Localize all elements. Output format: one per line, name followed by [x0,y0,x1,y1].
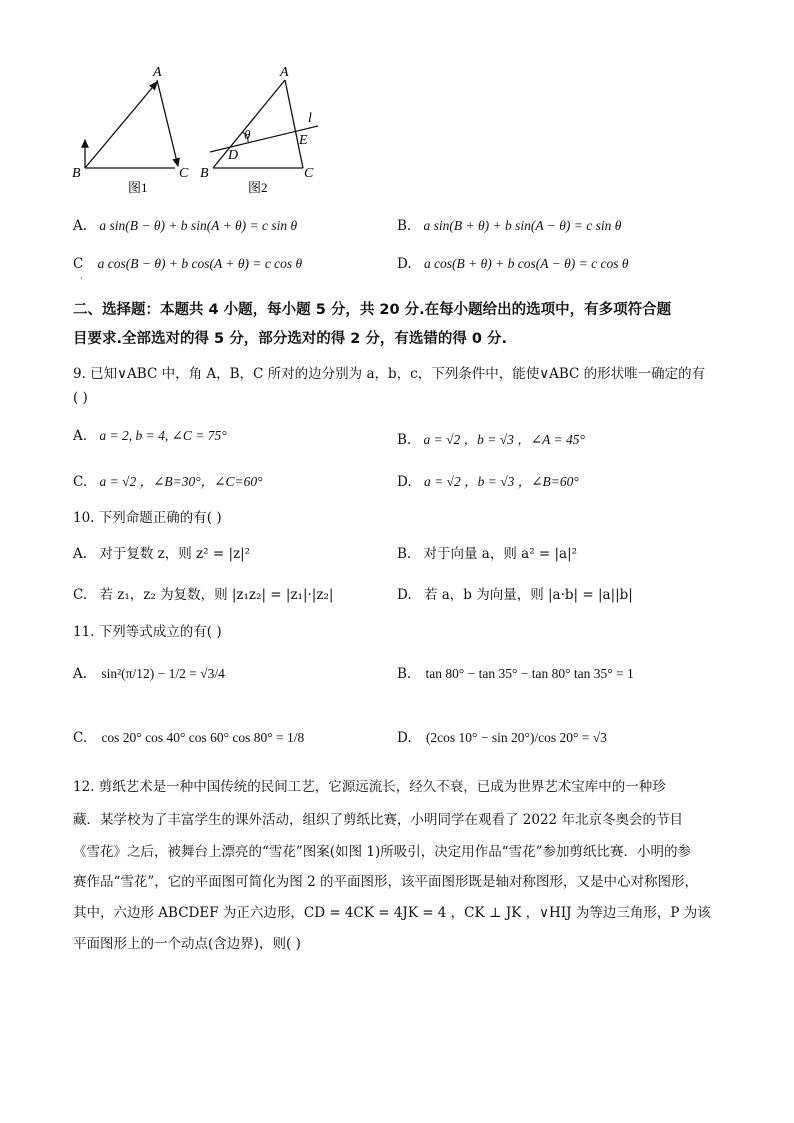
option-label: B. [397,432,412,448]
q11-option-A [73,666,225,682]
q11-option-D [397,730,607,746]
option-label: C [73,256,84,272]
option-label: D. [397,256,412,272]
vector-AC [157,80,178,166]
q12-line4: 赛作品“雪花”，它的平面图可简化为图 2 的平面图形，该平面图形既是轴对称图形，又是中心对称图形， [73,874,698,890]
stray-dot: · [80,274,83,284]
option-label: C. [73,587,88,603]
q10-option-B [397,542,577,562]
fig2-label-C: C [304,166,314,181]
option-label: B. [397,666,412,682]
section-2-heading-line2: 目要求.全部选对的得 5 分，部分选对的得 2 分，有选错的得 0 分. [73,331,508,347]
q9-D-text: a = √2 ，b = √3 ，∠B=60° [423,474,579,489]
option-label: A. [73,546,88,562]
q10-C-text: 若 z₁，z₂ 为复数，则 |z₁z₂| = |z₁|·|z₂| [99,587,334,603]
option-label: D. [397,587,412,603]
q11-A-text: sin²(π/12) − 1/2 = √3/4 [101,666,225,681]
q9-option-B [397,428,585,448]
q10-B-text: 对于向量 a，则 a² = |a|² [423,546,578,562]
q8-option-D [397,256,628,272]
q9-option-C [73,470,262,490]
q9-B-text: a = √2 ，b = √3 ，∠A = 45° [423,432,585,447]
q10-option-C [73,583,333,603]
q8-C-formula: a cos(B − θ) + b cos(A + θ) = c cos θ [97,256,303,271]
q11-C-text: cos 20° cos 40° cos 60° cos 80° = 1/8 [101,730,305,745]
option-label: D. [397,730,412,746]
q8-option-A [73,218,297,234]
option-label: B. [397,218,412,234]
q9-stem-line2: ( ) [73,390,88,406]
option-label: A. [73,666,88,682]
figure-1 [70,62,200,197]
q8-option-B [397,218,621,234]
q9-stem-line1: 9. 已知∨ABC 中，角 A，B，C 所对的边分别为 a，b，c，下列条件中，能使∨ABC 的形状唯一确定的有 [73,366,706,382]
option-label: A. [73,428,88,444]
q11-stem: 11. 下列等式成立的有( ) [73,624,222,640]
q11-option-B [397,666,634,682]
q9-option-A [73,428,227,444]
figure-2 [198,62,328,197]
vector-BA [85,82,157,168]
q12-line3: 《雪花》之后，被舞台上漂亮的“雪花”图案(如图 1)所吸引，决定用作品“雪花”参加剪纸比赛．小明的参 [73,844,692,860]
q10-option-A [73,542,250,562]
q8-A-formula: a sin(B − θ) + b sin(A + θ) = c sin θ [99,218,298,233]
q9-option-D [397,470,579,490]
option-label: D. [397,474,412,490]
option-label: C. [73,474,88,490]
q9-C-text: a = √2 ，∠B=30°，∠C=60° [99,474,263,489]
q12-line2: 藏．某学校为了丰富学生的课外活动，组织了剪纸比赛，小明同学在观看了 2022 年北京冬奥会的节目 [73,812,683,828]
fig2-label-D: D [228,148,239,163]
fig2-caption: 图2 [248,180,268,195]
q12-line6: 平面图形上的一个动点(含边界)，则( ) [73,936,301,952]
section-2-heading-line1: 二、选择题：本题共 4 小题，每小题 5 分，共 20 分.在每小题给出的选项中，有多项符合题 [73,302,672,318]
option-label: C. [73,730,88,746]
fig1-label-B: B [72,166,81,181]
q8-D-formula: a cos(B + θ) + b cos(A − θ) = c cos θ [423,256,629,271]
q11-B-text: tan 80° − tan 35° − tan 80° tan 35° = 1 [425,666,634,681]
fig1-label-C: C [179,166,189,181]
q10-stem: 10. 下列命题正确的有( ) [73,510,222,526]
fig2-label-theta: θ [244,127,251,142]
q11-option-C [73,730,304,746]
q10-option-D [397,583,633,603]
q8-option-C [73,256,302,272]
fig2-label-A: A [280,65,289,80]
option-label: A. [73,218,88,234]
fig2-label-B: B [200,166,209,181]
q9-A-text: a = 2, b = 4, ∠C = 75° [99,428,227,443]
q12-line5: 其中，六边形 ABCDEF 为正六边形，CD = 4CK = 4JK = 4 ，CK ⊥ JK ，∨HIJ 为等边三角形，P 为该 [73,905,711,921]
q8-B-formula: a sin(B + θ) + b sin(A − θ) = c sin θ [423,218,622,233]
fig2-label-l: l [308,111,312,126]
option-label: B. [397,546,412,562]
fig2-label-E: E [299,133,308,148]
q10-D-text: 若 a，b 为向量，则 |a·b| = |a||b| [423,587,633,603]
q12-line1: 12. 剪纸艺术是一种中国传统的民间工艺，它源远流长，经久不衰，已成为世界艺术宝库中的一种珍 [73,779,666,795]
q10-A-text: 对于复数 z，则 z² = |z|² [99,546,251,562]
fig1-label-A: A [153,65,162,80]
q11-D-text: (2cos 10° − sin 20°)/cos 20° = √3 [425,730,607,745]
fig1-caption: 图1 [128,180,148,195]
